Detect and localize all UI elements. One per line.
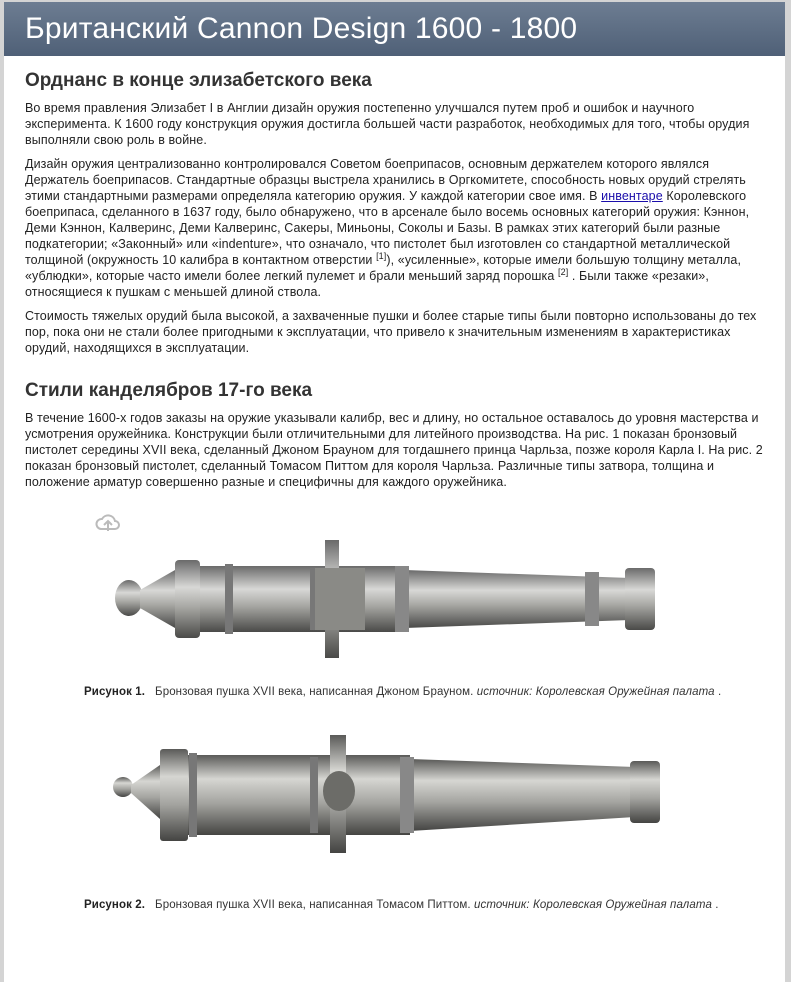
paragraph — [25, 156, 773, 300]
cannon-image-2 — [105, 735, 705, 875]
reference-2[interactable]: [2] — [558, 266, 569, 277]
paragraph: Во время правления Элизабет I в Англии дизайн оружия постепенно улучшался путем проб и ошибок и научного эксперимента. К 1600 году конструкция оружия достигла большей части разработок, необходимых для того, чтобы орудия выполняли свою роль в войне. — [25, 101, 750, 147]
caption-text: Бронзовая пушка XVII века, написанная Джоном Брауном. — [155, 686, 477, 698]
caption-text: Бронзовая пушка XVII века, написанная Томасом Питтом. — [155, 899, 474, 911]
inventory-link[interactable]: инвентаре — [601, 189, 663, 203]
caption-source: источник: Королевская Оружейная палата — [476, 686, 715, 698]
page — [4, 2, 785, 982]
article-content — [4, 70, 785, 913]
figure-1-image — [25, 500, 773, 685]
text: Дизайн оружия централизованно контролировался Советом боеприпасов, основным держателем которого являлся Держатель боеприпасов. Стандартные образцы выстрела хранились в Оргкомитете, способность новых орудий стрелять этими стандартными размерами определяла категорию оружия. У каждой категории свое имя. В — [25, 157, 746, 203]
caption-end: . — [711, 899, 719, 911]
text: ), «усиленные», которые имели большую толщину металла, «ублюдки», которые часто имели более легкий пулемет и брали меньший заряд порошка — [25, 253, 742, 283]
page-title: Британский Cannon Design 1600 - 1800 — [25, 12, 578, 45]
figure-2-image — [25, 715, 773, 898]
paragraph: В течение 1600-х годов заказы на оружие указывали калибр, вес и длину, но остальное оставалось до уровня мастерства и усмотрения оружейника. Конструкции были отличительными для литейного производства. На рис. 1 показан бронзовый пистолет середины XVII века, сделанный Джоном Брауном для тогдашнего принца Чарльза, позже короля Карла I. На рис. 2 показан бронзовый пистолет, сделанный Томасом Питтом для короля Чарльза. Различные типы затвора, толщина и положение арматур совершенно разные и специфичны для каждого оружейника. — [25, 411, 763, 489]
cannon-image-1 — [105, 540, 705, 680]
caption-end: . — [714, 686, 722, 698]
reference-1[interactable]: [1] — [376, 250, 387, 261]
section-heading: Стили канделябров 17-го века — [25, 380, 313, 401]
figure-1-caption — [84, 685, 724, 700]
caption-source: источник: Королевская Оружейная палата — [473, 899, 712, 911]
figure-label: Рисунок 2. — [84, 899, 146, 911]
text: Королевского боеприпаса, сделанного в 1637 году, было обнаружено, что в арсенале было восемь основных категорий оружия: Кэннон, Деми Кэннон, Калверинс, Деми Калверинс, Сакеры, Миньоны, Соколы и Базы. В рамках этих категорий были разные подкатегории; «Законный» или «indenture», что означало, что пистолет был изготовлен со стандартной металлической толщиной (окружность 10 калибра в контактном отверстии — [25, 189, 750, 267]
cloud-upload-icon[interactable] — [95, 512, 121, 534]
text: . Были также «резаки», относящиеся к пушкам с меньшей длиной ствола. — [25, 269, 709, 299]
figure-2-caption — [84, 898, 724, 913]
paragraph: Стоимость тяжелых орудий была высокой, а захваченные пушки и более старые типы были повторно использованы до тех пор, пока они не стали более пригодными к эксплуатации, что привело к значительным изменениям в характеристиках орудий, находящихся в эксплуатации. — [25, 309, 757, 355]
section-heading: Орднанс в конце элизабетского века — [25, 70, 372, 91]
page-header — [4, 2, 785, 56]
figure-label: Рисунок 1. — [84, 686, 146, 698]
